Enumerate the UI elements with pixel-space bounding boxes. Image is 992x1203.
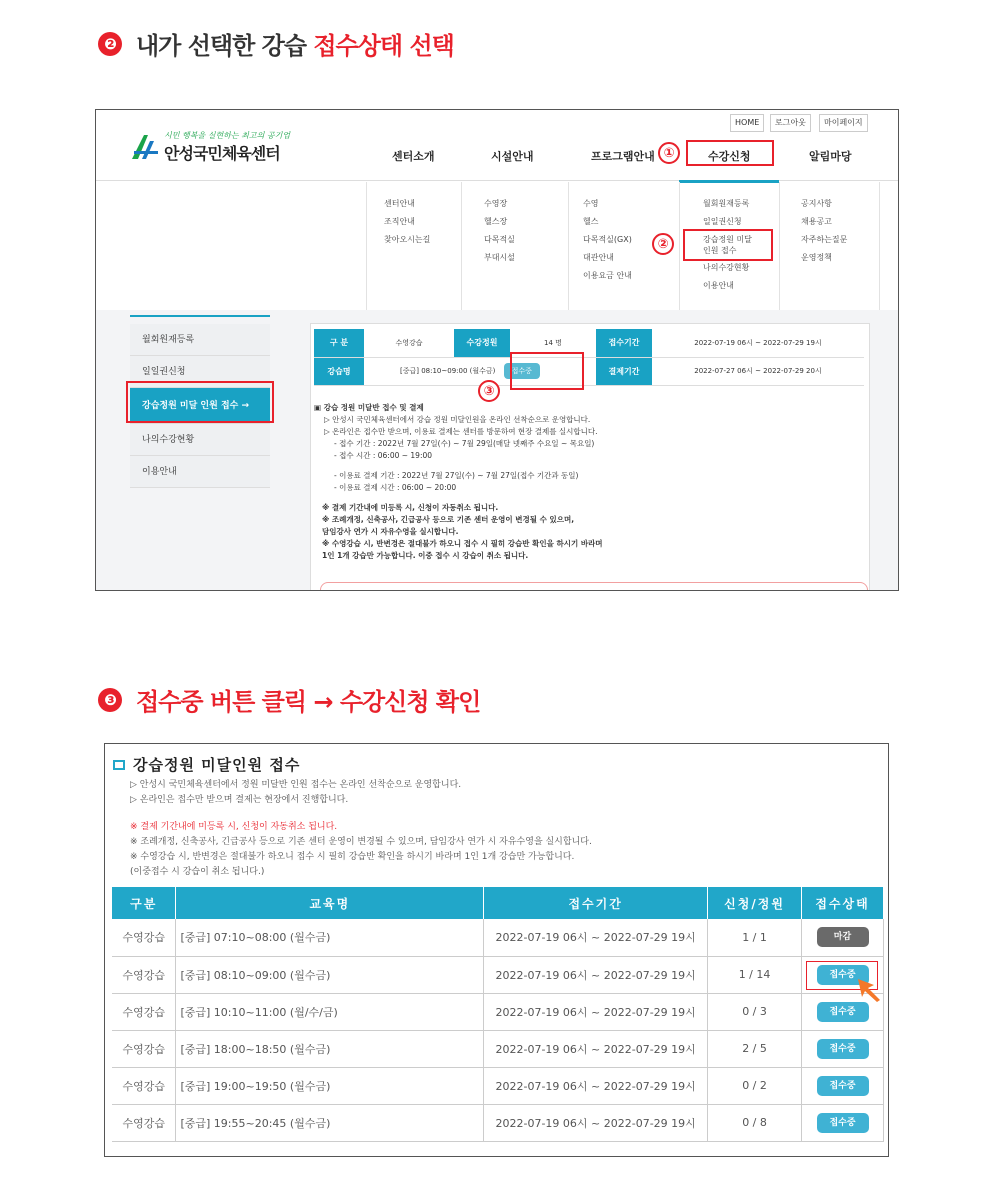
cell-status bbox=[802, 956, 884, 993]
spacer bbox=[314, 494, 603, 502]
notice-text bbox=[314, 402, 603, 562]
step-number-badge: ❸ bbox=[98, 688, 122, 712]
header-category: 구분 bbox=[112, 887, 176, 919]
apply-button[interactable]: 접수중 bbox=[817, 1039, 869, 1059]
site-screenshot bbox=[95, 109, 899, 591]
submenu-item[interactable]: 헬스장 bbox=[484, 217, 508, 226]
cell-count: 1 / 1 bbox=[708, 919, 802, 956]
cell-period: 2022-07-19 06시 ~ 2022-07-29 19시 bbox=[484, 956, 708, 993]
course-name: [중급] 08:10~09:00 (월수금) bbox=[400, 367, 496, 375]
logo-icon bbox=[130, 133, 160, 161]
submenu-item[interactable]: 자주하는질문 bbox=[801, 235, 848, 244]
arrow-right-icon: → bbox=[241, 401, 250, 411]
notice-line: - 접수 기간 : 2022년 7월 27일(수) ~ 7월 29일(매달 넷째주 수요일 ~ 목요일) bbox=[334, 439, 595, 448]
submenu-item[interactable]: 이용요금 안내 bbox=[583, 271, 632, 280]
divider bbox=[568, 182, 569, 310]
header-period: 접수기간 bbox=[596, 329, 652, 357]
step2-title-black: 내가 선택한 강습 bbox=[136, 32, 306, 60]
info-lines bbox=[130, 778, 592, 880]
table-header-row bbox=[112, 887, 884, 919]
sidebar-item-label: 강습정원 미달 인원 접수 bbox=[142, 401, 239, 411]
header-period: 접수기간 bbox=[484, 887, 708, 919]
step3-title bbox=[98, 682, 480, 717]
cell-count: 0 / 8 bbox=[708, 1104, 802, 1141]
highlight-box-2 bbox=[683, 229, 773, 261]
cell-count: 2 / 5 bbox=[708, 1030, 802, 1067]
highlight-box-sidebar bbox=[126, 381, 274, 423]
value-category: 수영강습 bbox=[364, 329, 454, 357]
step-number-badge: ❷ bbox=[98, 32, 122, 56]
status-closed-button: 마감 bbox=[817, 927, 869, 947]
submenu-item[interactable]: 나의수강현황 bbox=[703, 263, 750, 272]
cell-category: 수영강습 bbox=[112, 1104, 176, 1141]
sidebar-top-bar bbox=[130, 315, 270, 317]
cell-course-name: [중급] 10:10~11:00 (월/수/금) bbox=[176, 993, 484, 1030]
step2-title bbox=[98, 26, 454, 61]
cell-status bbox=[802, 1104, 884, 1141]
notice-line: ▷ 안성시 국민체육센터에서 강습 정원 미달인원을 온라인 선착순으로 운영합니다. bbox=[324, 415, 591, 424]
notice-line: ※ 수영강습 시, 반변경은 절대불가 하오니 접수 시 필히 강습반 확인을 하시기 바라며 bbox=[322, 539, 603, 548]
notice-line: 1인 1개 강습만 가능합니다. 이중 접수 시 강습이 취소 됩니다. bbox=[322, 551, 529, 560]
cell-course-name: [중급] 19:00~19:50 (월수금) bbox=[176, 1067, 484, 1104]
cell-course-name: [중급] 19:55~20:45 (월수금) bbox=[176, 1104, 484, 1141]
submenu-item[interactable]: 일일권신청 bbox=[703, 217, 742, 226]
site-name: 안성국민체육센터 bbox=[164, 144, 280, 163]
header-category: 구 분 bbox=[314, 329, 364, 357]
info-line: ※ 수영강습 시, 반변경은 절대불가 하오니 접수 시 필히 강습반 확인을 하시기 바라며 1인 1개 강습만 가능합니다. bbox=[130, 852, 575, 862]
info-line: ※ 조례개정, 신축공사, 긴급공사 등으로 기존 센터 운영이 변경될 수 있으며, 담임강사 연가 시 자유수영을 실시합니다. bbox=[130, 837, 592, 847]
submenu-item[interactable]: 센터안내 bbox=[384, 199, 415, 208]
cell-category: 수영강습 bbox=[112, 1067, 176, 1104]
notice-line: - 이용료 결제 시간 : 06:00 ~ 20:00 bbox=[334, 483, 457, 492]
notice-heading: ▣ 강습 정원 미달반 접수 및 결제 bbox=[314, 403, 424, 412]
step3-title-text: 접수중 버튼 클릭 → 수강신청 확인 bbox=[136, 688, 481, 716]
cell-course-name: [중급] 08:10~09:00 (월수금) bbox=[176, 956, 484, 993]
apply-button[interactable]: 접수중 bbox=[817, 1002, 869, 1022]
submenu-item[interactable]: 월회원재등록 bbox=[703, 199, 750, 208]
header-capacity: 수강정원 bbox=[454, 329, 510, 357]
sidebar-item-daily[interactable]: 일일권신청 bbox=[130, 356, 270, 388]
cell-course-name: [중급] 18:00~18:50 (월수금) bbox=[176, 1030, 484, 1067]
cursor-arrow-icon bbox=[856, 977, 884, 1003]
submenu-item[interactable]: 이용안내 bbox=[703, 281, 734, 290]
highlight-box-1 bbox=[686, 140, 774, 166]
nav-programs[interactable]: 프로그램안내 bbox=[591, 150, 655, 163]
submenu-programs bbox=[583, 198, 632, 288]
header-status: 접수상태 bbox=[802, 887, 884, 919]
active-menu-bar bbox=[679, 180, 779, 183]
header-course: 강습명 bbox=[314, 357, 364, 385]
cell-period: 2022-07-19 06시 ~ 2022-07-29 19시 bbox=[484, 919, 708, 956]
submenu-item[interactable]: 공지사항 bbox=[801, 199, 832, 208]
submenu-item-vacancy-2[interactable]: 인원 접수 bbox=[703, 246, 737, 255]
info-line: ▷ 안성시 국민체육센터에서 정원 미달반 인원 접수는 온라인 선착순으로 운영합니다. bbox=[130, 780, 462, 790]
cell-status bbox=[802, 1030, 884, 1067]
divider bbox=[679, 182, 680, 310]
spacer bbox=[314, 462, 603, 470]
apply-open-button[interactable]: 접수중 bbox=[504, 363, 540, 379]
cell-category: 수영강습 bbox=[112, 993, 176, 1030]
submenu-center bbox=[384, 198, 430, 252]
apply-button[interactable]: 접수중 bbox=[817, 1076, 869, 1096]
nav-facilities[interactable]: 시설안내 bbox=[491, 150, 534, 163]
apply-button[interactable]: 접수중 bbox=[817, 1113, 869, 1133]
course-table bbox=[112, 887, 884, 1142]
table-row bbox=[112, 1104, 884, 1141]
cell-status bbox=[802, 919, 884, 956]
submenu-item[interactable]: 운영정책 bbox=[801, 253, 832, 262]
marker-2: ② bbox=[652, 233, 674, 255]
cell-period: 2022-07-19 06시 ~ 2022-07-29 19시 bbox=[484, 1104, 708, 1141]
info-line-warning: ※ 결제 기간내에 미등록 시, 신청이 자동취소 됩니다. bbox=[130, 822, 338, 832]
mypage-link[interactable]: 마이페이지 bbox=[819, 114, 868, 132]
table-row bbox=[112, 1067, 884, 1104]
notice-line: ▷ 온라인은 접수만 받으며, 이용료 결제는 센터를 방문하여 현장 결제를 실시합니다. bbox=[324, 427, 598, 436]
submenu-item[interactable]: 대관안내 bbox=[583, 253, 614, 262]
marker-1: ① bbox=[658, 142, 680, 164]
submenu-item[interactable]: 수영장 bbox=[484, 199, 508, 208]
section-title: 강습정원 미달인원 접수 bbox=[133, 756, 301, 774]
submenu-notice bbox=[801, 198, 847, 270]
nav-center-intro[interactable]: 센터소개 bbox=[392, 150, 435, 163]
cell-period: 2022-07-19 06시 ~ 2022-07-29 19시 bbox=[484, 1067, 708, 1104]
divider bbox=[879, 182, 880, 310]
cell-period: 2022-07-19 06시 ~ 2022-07-29 19시 bbox=[484, 1030, 708, 1067]
sidebar-item-my-courses[interactable]: 나의수강현황 bbox=[130, 424, 270, 456]
value-period: 2022-07-19 06시 ~ 2022-07-29 19시 bbox=[652, 329, 864, 357]
cell-category: 수영강습 bbox=[112, 919, 176, 956]
divider bbox=[461, 182, 462, 310]
cell-course-name: [중급] 07:10~08:00 (월수금) bbox=[176, 919, 484, 956]
submenu-item[interactable]: 채용공고 bbox=[801, 217, 832, 226]
notice-line: - 이용료 결제 기간 : 2022년 7월 27일(수) ~ 7월 27일(접수 기간과 동일) bbox=[334, 471, 579, 480]
course-info-table bbox=[314, 329, 864, 386]
notice-line: - 접수 시간 : 06:00 ~ 19:00 bbox=[334, 451, 433, 460]
notice-line: ※ 조례개정, 신축공사, 긴급공사 등으로 기존 센터 운영이 변경될 수 있으며, bbox=[322, 515, 575, 524]
logout-link[interactable]: 로그아웃 bbox=[770, 114, 811, 132]
submenu-item[interactable]: 수영 bbox=[583, 199, 599, 208]
info-line: ▷ 온라인은 접수만 받으며 결제는 현장에서 진행합니다. bbox=[130, 795, 349, 805]
bottom-box-edge bbox=[320, 582, 868, 591]
step2-title-red: 접수상태 선택 bbox=[313, 32, 454, 60]
nav-notice[interactable]: 알림마당 bbox=[809, 150, 852, 163]
apply-button[interactable]: 접수중 bbox=[817, 965, 869, 985]
table-row bbox=[112, 1030, 884, 1067]
site-slogan: 시민 행복을 실현하는 최고의 공기업 bbox=[164, 131, 291, 140]
info-line: (이중접수 시 강습이 취소 됩니다.) bbox=[130, 867, 265, 877]
header-count: 신청/정원 bbox=[708, 887, 802, 919]
cell-count: 1 / 14 bbox=[708, 956, 802, 993]
cell-category: 수영강습 bbox=[112, 1030, 176, 1067]
value-capacity: 14 명 bbox=[510, 329, 596, 357]
site-logo[interactable] bbox=[130, 130, 290, 164]
submenu-item[interactable]: 조직안내 bbox=[384, 217, 415, 226]
home-link[interactable]: HOME bbox=[730, 114, 764, 132]
section-heading bbox=[113, 754, 300, 775]
spacer bbox=[130, 808, 592, 820]
table-row bbox=[112, 919, 884, 956]
submenu-item[interactable]: 다목적실 bbox=[484, 235, 515, 244]
cell-category: 수영강습 bbox=[112, 956, 176, 993]
header-pay-period: 결제기간 bbox=[596, 357, 652, 385]
submenu-item[interactable]: 부대시설 bbox=[484, 253, 515, 262]
divider bbox=[779, 182, 780, 310]
value-pay-period: 2022-07-27 06시 ~ 2022-07-29 20시 bbox=[652, 357, 864, 385]
cell-period: 2022-07-19 06시 ~ 2022-07-29 19시 bbox=[484, 993, 708, 1030]
cell-status bbox=[802, 1067, 884, 1104]
sidebar-item-renewal[interactable]: 월회원재등록 bbox=[130, 324, 270, 356]
registration-list-screenshot bbox=[104, 743, 889, 1157]
cell-count: 0 / 3 bbox=[708, 993, 802, 1030]
table-row bbox=[112, 956, 884, 993]
submenu-item[interactable]: 찾아오시는길 bbox=[384, 235, 431, 244]
square-icon bbox=[113, 760, 125, 770]
submenu-facilities bbox=[484, 198, 515, 270]
notice-line: ※ 결제 기간내에 미등록 시, 신청이 자동취소 됩니다. bbox=[322, 503, 499, 512]
sidebar-item-info[interactable]: 이용안내 bbox=[130, 456, 270, 488]
divider bbox=[366, 182, 367, 310]
notice-line: 담임강사 연가 시 자유수영을 실시합니다. bbox=[322, 527, 459, 536]
nav-registration[interactable]: 수강신청 bbox=[708, 150, 751, 163]
table-row bbox=[112, 993, 884, 1030]
submenu-item[interactable]: 헬스 bbox=[583, 217, 599, 226]
submenu-item-vacancy[interactable]: 강습정원 미달 bbox=[703, 235, 752, 244]
highlight-box-3 bbox=[510, 352, 584, 390]
cell-count: 0 / 2 bbox=[708, 1067, 802, 1104]
header-course-name: 교육명 bbox=[176, 887, 484, 919]
marker-3: ③ bbox=[478, 380, 500, 402]
submenu-item[interactable]: 다목적실(GX) bbox=[583, 235, 632, 244]
